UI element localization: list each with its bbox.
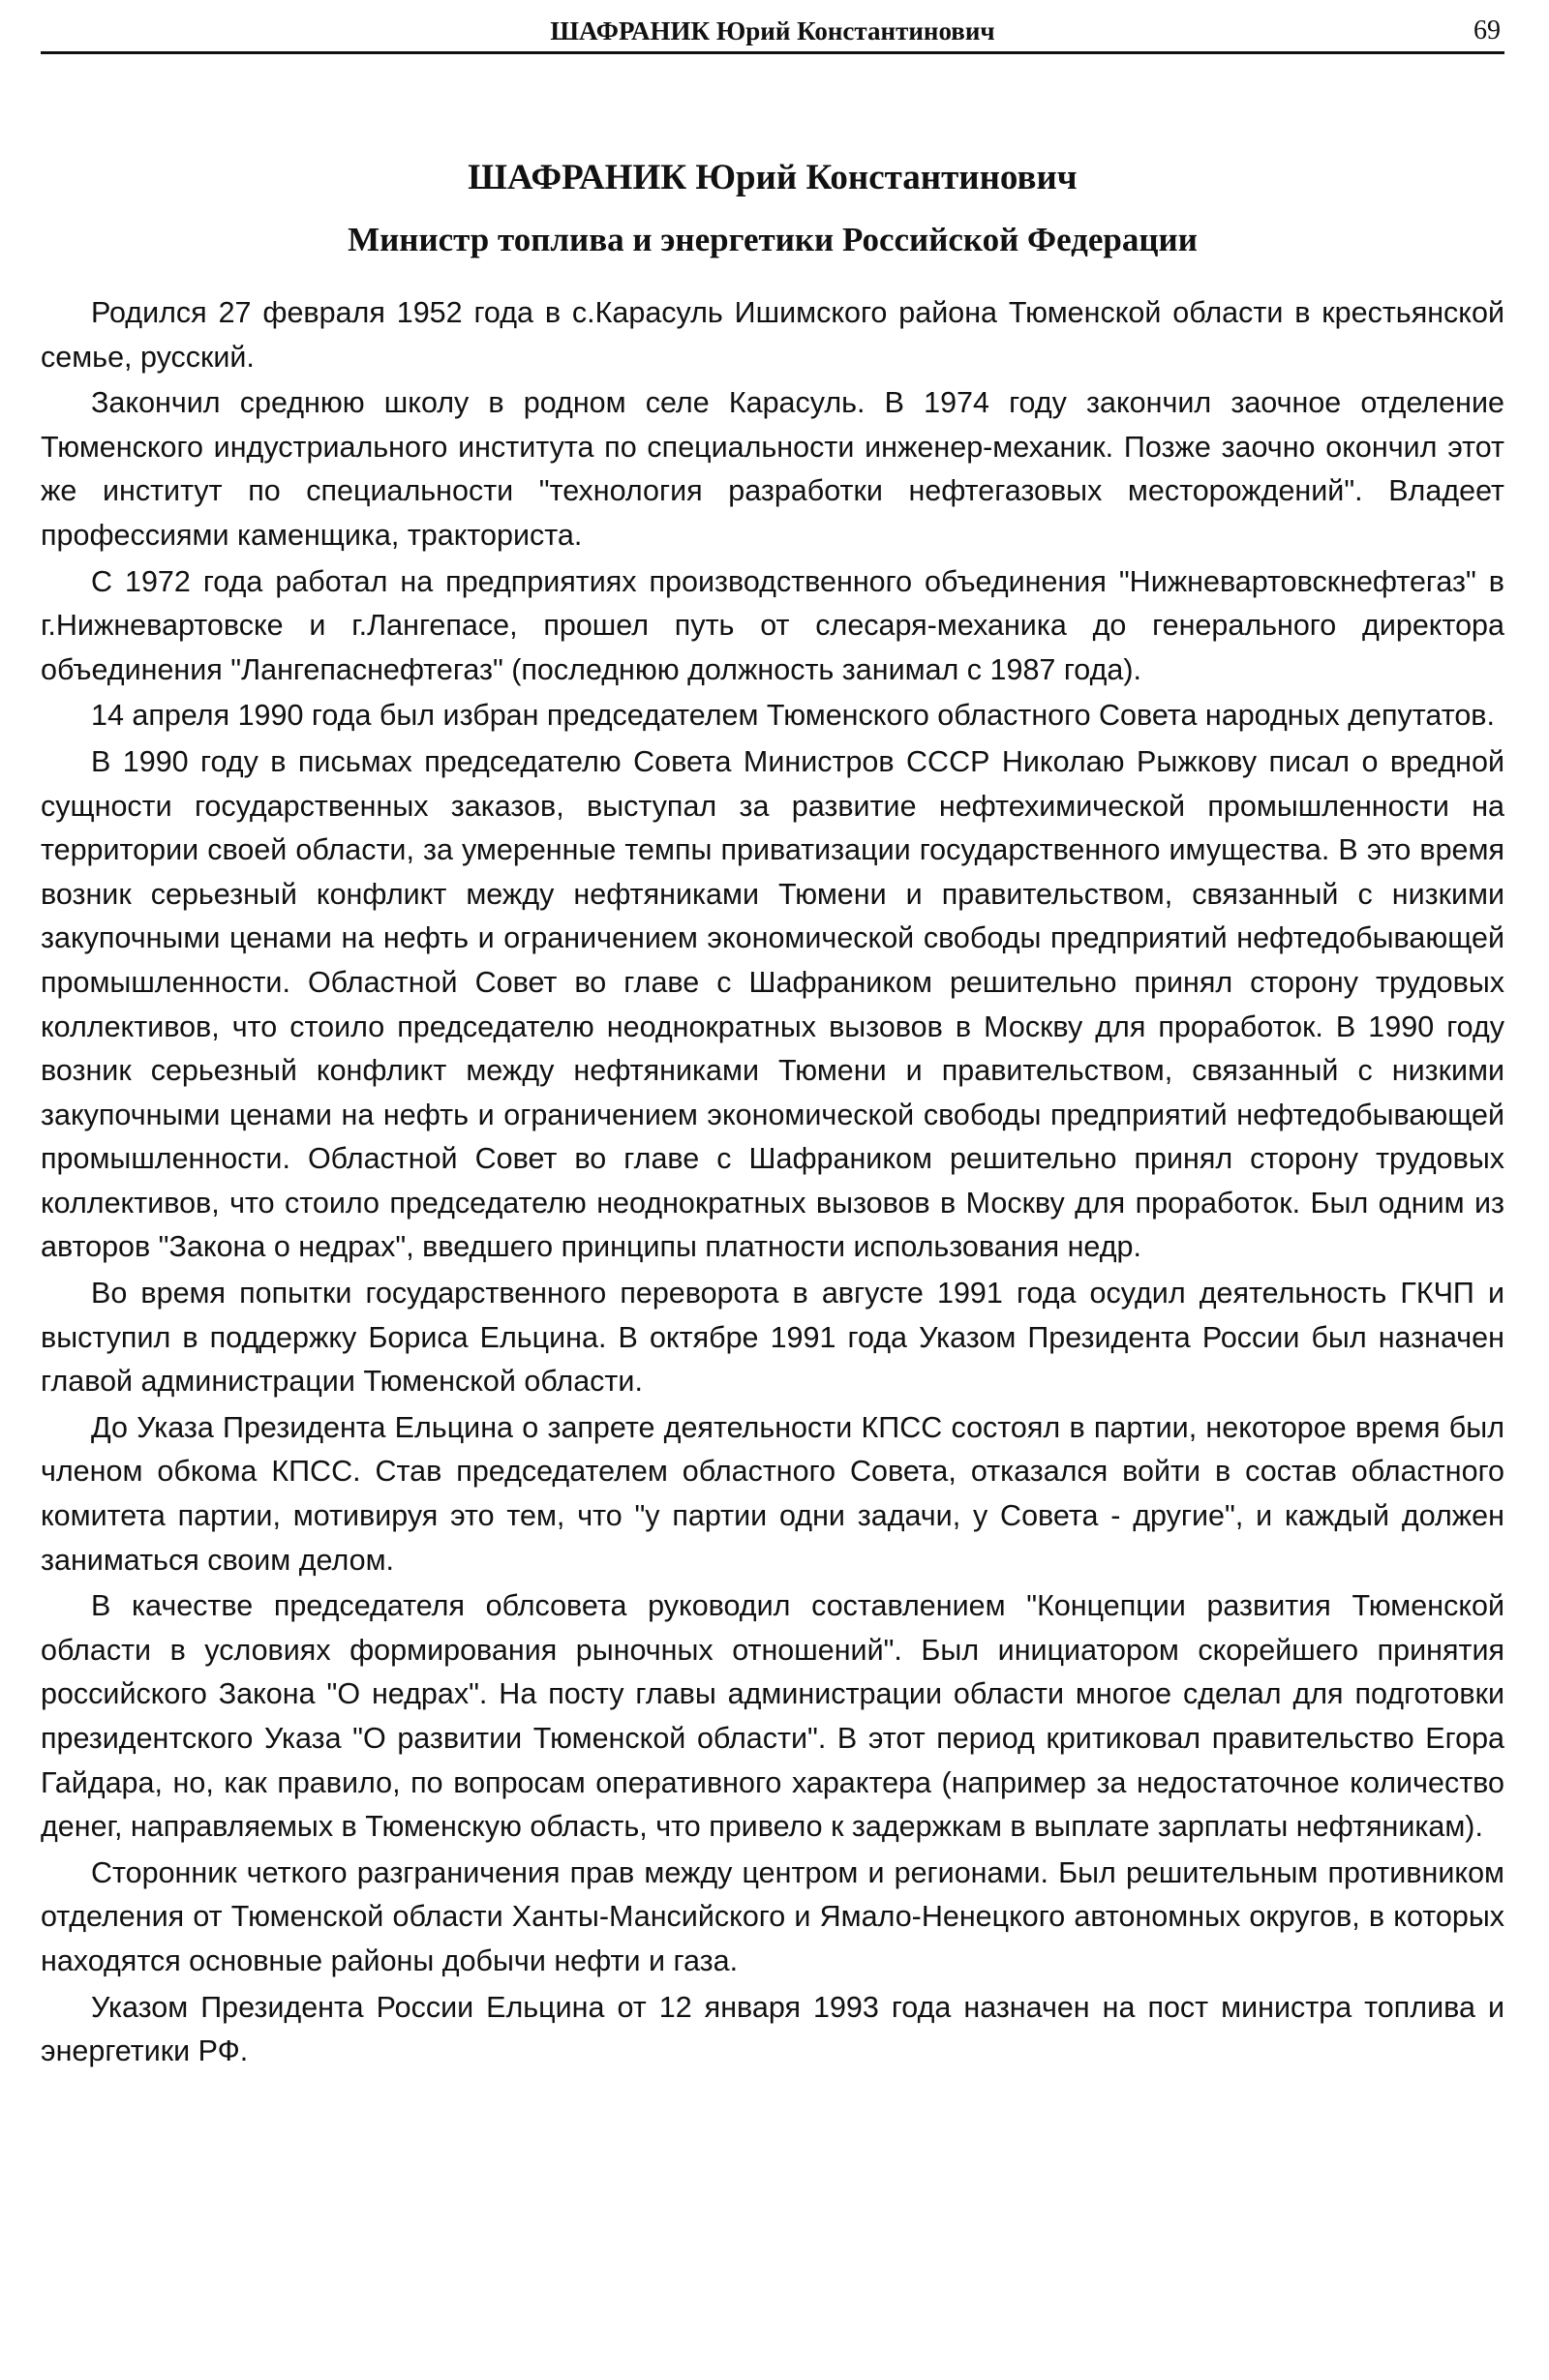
paragraph-oblsovet: В качестве председателя облсовета руководил составлением "Концепции развития Тюменской области в условиях формирования рыночных отношений". Был инициатором скорейшего принятия российского Закона "О недрах". На посту главы администрации области многое сделал для подготовки президентского Указа "О развитии Тюменской области". В этот период критиковал правительство Егора Гайдара, но, как правило, по вопросам оперативного характера (например за недостаточное количество денег, направляемых в Тюменскую область, что привело к задержкам в выплате зарплаты нефтяникам).	[41, 1589, 1504, 1844]
article-body	[41, 291, 1504, 2076]
paragraph-career: С 1972 года работал на предприятиях производственного объединения "Нижневартовскнефтегаз" в г.Нижневартовске и г.Лангепасе, прошел путь от слесаря-механика до генерального директора объединения "Лангепаснефтегаз" (последнюю должность занимал с 1987 года).	[41, 564, 1504, 686]
article-subtitle: Министр топлива и энергетики Российской Федерации	[348, 221, 1198, 258]
paragraph-1990-conflict: В 1990 году в письмах председателю Совета Министров СССР Николаю Рыжкову писал о вредной сущности государственных заказов, выступал за развитие нефтехимической промышленности на территории своей области, за умеренные темпы приватизации государственного имущества. В это время возник серьезный конфликт между нефтяниками Тюмени и правительством, связанный с низкими закупочными ценами на нефть и ограничением экономической свободы предприятий нефтедобывающей промышленности. Областной Совет во главе с Шафраником решительно принял сторону трудовых коллективов, что стоило председателю неоднократных вызовов в Москву для проработок. В 1990 году возник серьезный конфликт между нефтяниками Тюмени и правительством, связанный с низкими закупочными ценами на нефть и ограничением экономической свободы предприятий нефтедобывающей промышленности. Областной Совет во главе с Шафраником решительно принял сторону трудовых коллективов, что стоило председателю неоднократных вызовов в Москву для проработок. Был одним из авторов "Закона о недрах", введшего принципы платности использования недр.	[41, 744, 1504, 1264]
paragraph-birth: Родился 27 февраля 1952 года в с.Карасуль Ишимского района Тюменской области в крестьянской семье, русский.	[41, 296, 1504, 374]
document-page	[41, 0, 1504, 2380]
page-number: 69	[1473, 15, 1501, 45]
paragraph-party: До Указа Президента Ельцина о запрете деятельности КПСС состоял в партии, некоторое время был членом обкома КПСС. Став председателем областного Совета, отказался войти в состав областного комитета партии, мотивируя это тем, что "у партии одни задачи, у Совета - другие", и каждый должен заниматься своим делом.	[41, 1410, 1504, 1577]
running-title: ШАФРАНИК Юрий Константинович	[550, 16, 995, 45]
running-header	[41, 12, 1504, 50]
article-title: ШАФРАНИК Юрий Константинович	[468, 158, 1078, 197]
paragraph-minister: Указом Президента России Ельцина от 12 января 1993 года назначен на пост министра топлива и энергетики РФ.	[41, 1990, 1504, 2068]
paragraph-regions: Сторонник четкого разграничения прав между центром и регионами. Был решительным противником отделения от Тюменской области Ханты-Мансийского и Ямало-Ненецкого автономных округов, в которых находятся основные районы добычи нефти и газа.	[41, 1855, 1504, 1977]
paragraph-1991-coup: Во время попытки государственного переворота в августе 1991 года осудил деятельность ГКЧП и выступил в поддержку Бориса Ельцина. В октябре 1991 года Указом Президента России был назначен главой администрации Тюменской области.	[41, 1277, 1504, 1399]
paragraph-education: Закончил среднюю школу в родном селе Карасуль. В 1974 году закончил заочное отделение Тюменского индустриального института по специальности инженер-механик. Позже заочно окончил этот же институт по специальности "технология разработки нефтегазовых месторождений". Владеет профессиями каменщика, тракториста.	[41, 386, 1504, 552]
paragraph-election: 14 апреля 1990 года был избран председателем Тюменского областного Совета народных депутатов.	[91, 699, 1495, 733]
header-divider	[41, 51, 1504, 54]
